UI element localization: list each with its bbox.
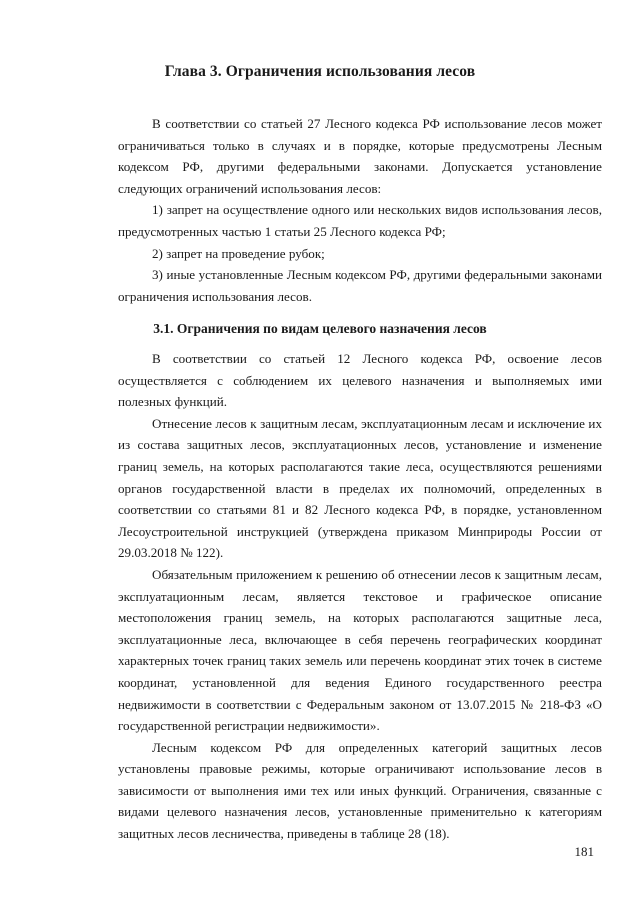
- section-paragraph-3: Обязательным приложением к решению об отнесении лесов к защитным лесам, эксплуатационным лесам, является текстовое и графическое описание местоположения границ земель, на которых располагаются защитные леса, эксплуатационные леса, включающее в себя перечень географических координат характерных точек границ таких земель или перечень координат этих точек в системе координат, установленной для ведения Единого государственного реестра недвижимости в соответствии с Федеральным законом от 13.07.2015 № 218-ФЗ «О государственной регистрации недвижимости».: [118, 566, 602, 734]
- restriction-item-2: 2) запрет на проведение рубок;: [152, 245, 325, 261]
- restriction-item-1: 1) запрет на осуществление одного или нескольких видов использования лесов, предусмотренных частью 1 статьи 25 Лесного кодекса РФ;: [118, 202, 602, 239]
- restriction-item-3: 3) иные установленные Лесным кодексом РФ, другими федеральными законами ограничения использования лесов.: [118, 267, 602, 304]
- section-paragraph-2: Отнесение лесов к защитным лесам, эксплуатационным лесам и исключение их из состава защитных лесов, эксплуатационных лесов, установление и изменение границ земель, на которых располагаются такие леса, осуществляются решениями органов государственной власти в пределах их полномочий, определенных в соответствии со статьями 81 и 82 Лесного кодекса РФ, в порядке, установленном Лесоустроительной инструкцией (утверждена приказом Минприроды России от 29.03.2018 № 122).: [118, 415, 602, 561]
- page-number: 181: [574, 844, 594, 859]
- section-block: [118, 348, 602, 845]
- chapter-title: Глава 3. Ограничения использования лесов: [164, 63, 476, 80]
- intro-paragraph: В соответствии со статьей 27 Лесного кодекса РФ использование лесов может ограничиваться только в случаях и в порядке, которые предусмотрены Лесным кодексом РФ, другими федеральными законами. Допускается установление следующих ограничений использования лесов:: [118, 116, 602, 196]
- section-paragraph-1: В соответствии со статьей 12 Лесного кодекса РФ, освоение лесов осуществляется с соблюдением их целевого назначения и выполняемых ими полезных функций.: [118, 351, 602, 410]
- intro-block: [118, 113, 602, 307]
- section-title: 3.1. Ограничения по видам целевого назначения лесов: [153, 321, 487, 336]
- section-paragraph-4: Лесным кодексом РФ для определенных категорий защитных лесов установлены правовые режимы, которые ограничивают использование лесов в зависимости от выполнения ими тех или иных функций. Ограничения, связанные с видами целевого назначения лесов, установленные применительно к категориям защитных лесов лесничества, приведены в таблице 28 (18).: [118, 739, 602, 842]
